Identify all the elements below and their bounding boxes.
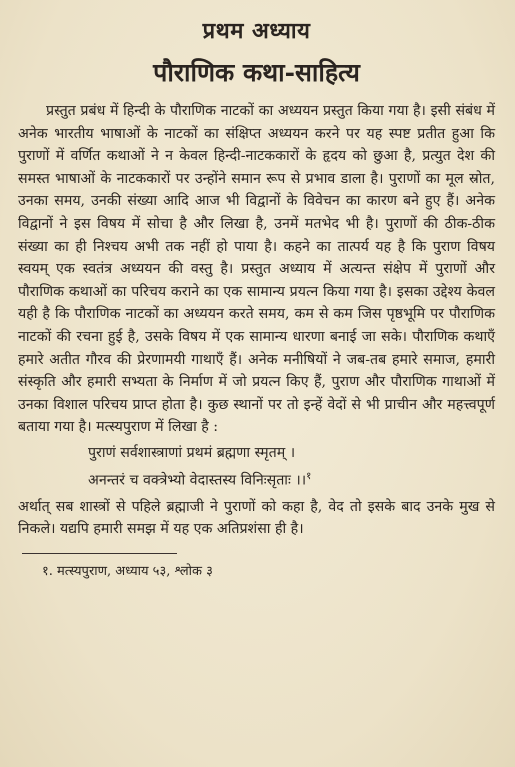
footnote: १. मत्स्यपुराण, अध्याय ५३, श्लोक ३ [42, 563, 213, 579]
verse-line-2 [88, 465, 495, 493]
body-paragraph-2: अर्थात् सब शास्त्रों से पहिले ब्रह्माजी ने पुराणों को कहा है, वेद तो इसके बाद उनके मुख से निकले। यद्यपि हमारी समझ में यह एक अतिप्रशंसा ही है। [18, 498, 495, 538]
body-paragraph-1: प्रस्तुत प्रबंध में हिन्दी के पौराणिक नाटकों का अध्ययन प्रस्तुत किया गया है। इसी संबंध में अनेक भारतीय भाषाओं के नाटकों का संक्षिप्त अध्ययन करने पर यह स्पष्ट प्रतीत हुआ कि पुराणों में वर्णित कथाओं ने न केवल हिन्दी-नाटककारों के हृदय को छुआ है, प्रत्युत देश की समस्त भाषाओं के नाटककारों पर उन्होंने समान रूप से प्रभाव डाला है। पुराणों का मूल स्रोत, उनका समय, उनकी संख्या आदि आज भी विद्वानों के विवेचन का कारण बने हुए हैं। अनेक विद्वानों ने इस विषय में सोचा है और लिखा है, उनमें मतभेद भी है। पुराणों की ठीक-ठीक संख्या का ही निश्चय अभी तक नहीं हो पाया है। कहने का तात्पर्य यह है कि पुराण विषय स्वयम् एक स्वतंत्र अध्ययन की वस्तु है। प्रस्तुत अध्याय में अत्यन्त संक्षेप में पुराणों और पौराणिक कथाओं का परिचय कराने का एक सामान्य प्रयत्न किया गया है। इसका उद्देश्य केवल यही है कि पौराणिक नाटकों का अध्ययन करते समय, कम से कम जिस पृष्ठभूमि पर पौराणिक नाटकों की रचना हुई है, उसके विषय में एक सामान्य धारणा बनाई जा सके। पौराणिक कथाएँ हमारे अतीत गौरव की प्रेरणामयी गाथाएँ हैं। अनेक मनीषियों ने जब-तब हमारे समाज, हमारी संस्कृति और हमारी सभ्यता के निर्माण में जो प्रयत्न किए हैं, पुराण और पौराणिक गाथाओं में उनका विशाल परिचय प्राप्त होता है। कुछ स्थानों पर तो इन्हें वेदों से भी प्राचीन और महत्त्वपूर्ण बताया गया है। मत्स्यपुराण में लिखा है : [18, 103, 495, 436]
page-title: पौराणिक कथा-साहित्य [153, 58, 360, 87]
footnote-divider [22, 553, 177, 554]
footnote-marker: १ [306, 470, 312, 482]
sanskrit-verse [88, 442, 495, 493]
verse-line-2-text: अनन्तरं च वक्त्रेभ्यो वेदास्तस्य विनिःसृताः ।। [88, 472, 307, 489]
chapter-heading: प्रथम अध्याय [202, 18, 311, 44]
verse-line-1: पुराणं सर्वशास्त्राणां प्रथमं ब्रह्मणा स्मृतम् । [88, 444, 296, 461]
